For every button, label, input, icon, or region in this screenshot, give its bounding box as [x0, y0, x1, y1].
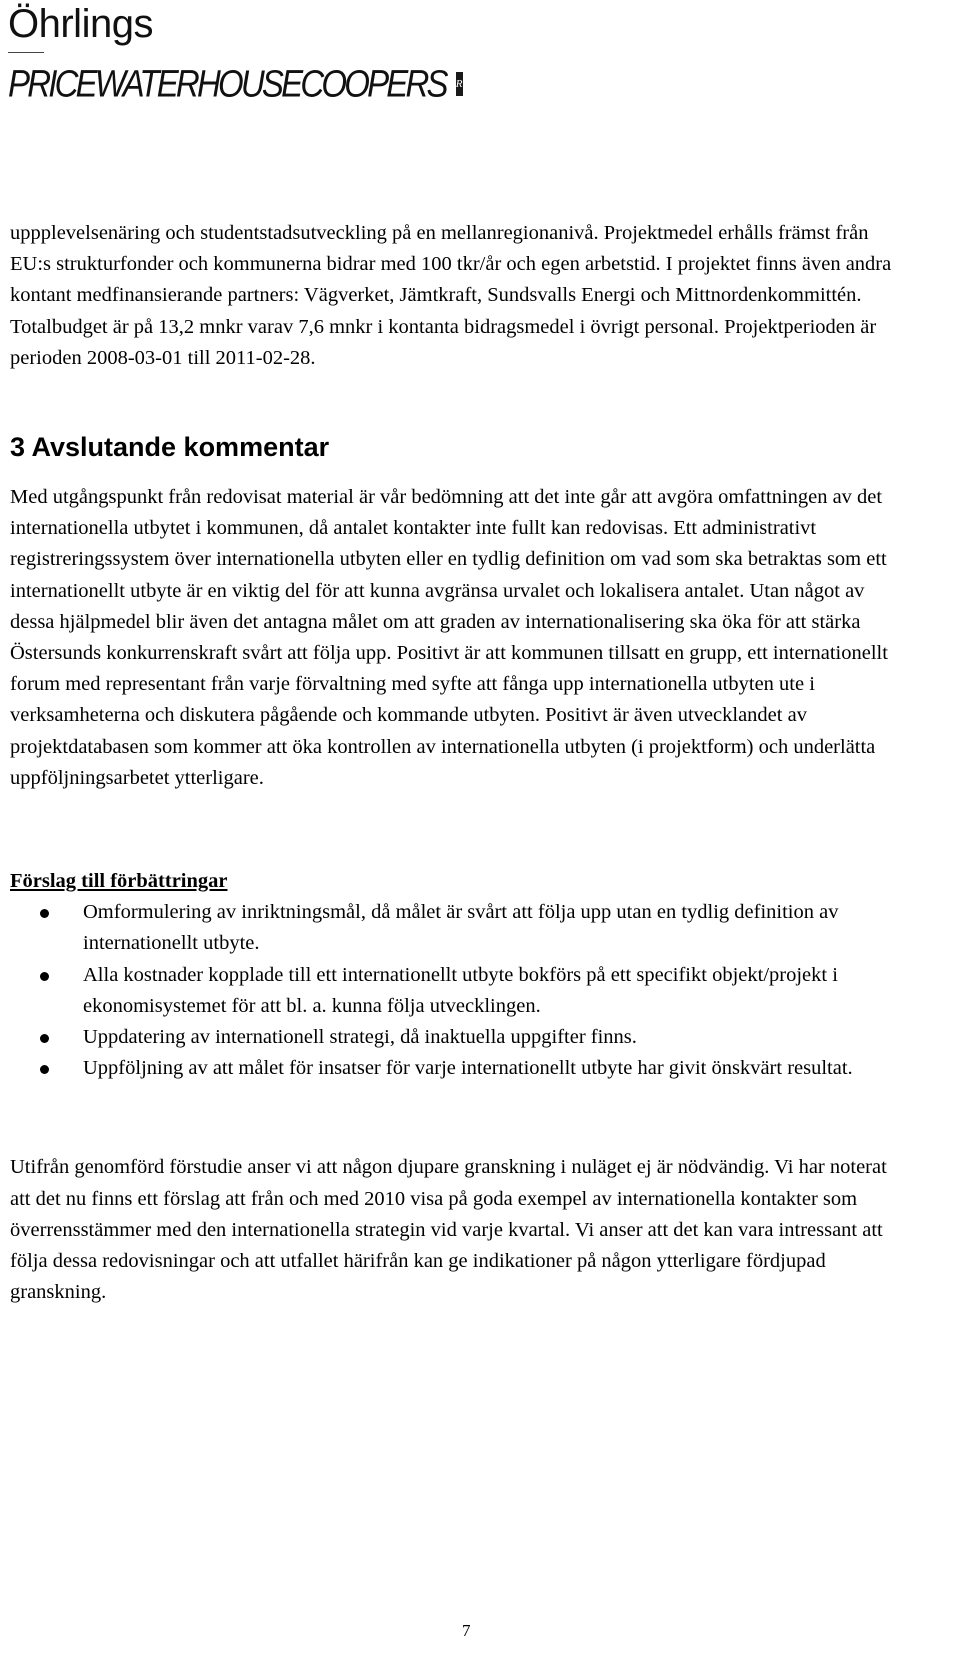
suggestions-list [10, 897, 910, 1084]
page-header [8, 2, 463, 113]
brand-divider [8, 52, 44, 53]
section-heading: 3 Avslutande kommentar [10, 432, 330, 463]
registered-mark-icon: R [456, 72, 463, 96]
list-item [10, 1053, 910, 1084]
company-logo [8, 55, 463, 113]
suggestions-heading: Förslag till förbättringar [10, 870, 228, 893]
list-item-text: Omformulering av inriktningsmål, då målet är svårt att följa upp utan en tydlig definition av internationellt utbyte. [83, 901, 839, 955]
bullet-icon [40, 972, 49, 981]
intro-paragraph: uppplevelsenäring och studentstadsutveckling på en mellanregionanivå. Projektmedel erhålls främst från EU:s strukturfonder och kommunerna bidrar med 100 tkr/år och egen arbetstid. I projektet finns även andra kontant medfinansierande partners: Vägverket, Jämtkraft, Sundsvalls Energi och Mittnordenkommittén. Totalbudget är på 13,2 mnkr varav 7,6 mnkr i kontanta bidragsmedel i övrigt personal. Projektperioden är perioden 2008-03-01 till 2011-02-28. [10, 222, 892, 369]
list-item-text: Uppföljning av att målet för insatser för varje internationellt utbyte har givit önskvärt resultat. [83, 1057, 853, 1080]
bullet-icon [40, 909, 49, 918]
brand-name: Öhrlings [8, 2, 153, 46]
closing-paragraph: Utifrån genomförd förstudie anser vi att någon djupare granskning i nuläget ej är nödvändig. Vi har noterat att det nu finns ett förslag att från och med 2010 visa på goda exempel av internationella kontakter som överrensstämmer med den internationella strategin vid varje kvartal. Vi anser att det kan vara intressant att följa dessa redovisningar och att utfallet härifrån kan ge indikationer på någon ytterligare fördjupad granskning. [10, 1156, 887, 1304]
list-item [10, 897, 910, 959]
bullet-icon [40, 1065, 49, 1074]
section-body: Med utgångspunkt från redovisat material är vår bedömning att det inte går att avgöra omfattningen av det internationella utbytet i kommunen, då antalet kontakter inte fullt kan redovisas. Ett administrativt registreringssystem över internationella utbyten eller en tydlig definition om vad som ska betraktas som ett internationellt utbyte är en viktig del för att kunna avgränsa urvalet och lokalisera antalet. Utan något av dessa hjälpmedel blir även det antagna målet om att graden av internationalisering ska öka för att stärka Östersunds konkurrenskraft svårt att följa upp. Positivt är att kommunen tillsatt en grupp, ett internationellt forum med representant från varje förvaltning med syfte att fånga upp internationella utbyten ute i verksamheterna och diskutera pågående och kommande utbyten. Positivt är även utvecklandet av projektdatabasen som kommer att öka kontrollen av internationella utbyten (i projektform) och underlätta uppföljningsarbetet ytterligare. [10, 486, 888, 789]
logo-wordmark: PRICEWATERHOUSECOOPERS [8, 62, 446, 105]
document-body [10, 218, 910, 1308]
list-item [10, 960, 910, 1022]
list-item-text: Alla kostnader kopplade till ett internationellt utbyte bokförs på ett specifikt objekt/projekt i ekonomisystemet för att bl. a. kunna följa utvecklingen. [83, 963, 838, 1017]
bullet-icon [40, 1034, 49, 1043]
list-item [10, 1022, 910, 1053]
list-item-text: Uppdatering av internationell strategi, då inaktuella uppgifter finns. [83, 1026, 637, 1049]
page-number: 7 [462, 1621, 471, 1640]
